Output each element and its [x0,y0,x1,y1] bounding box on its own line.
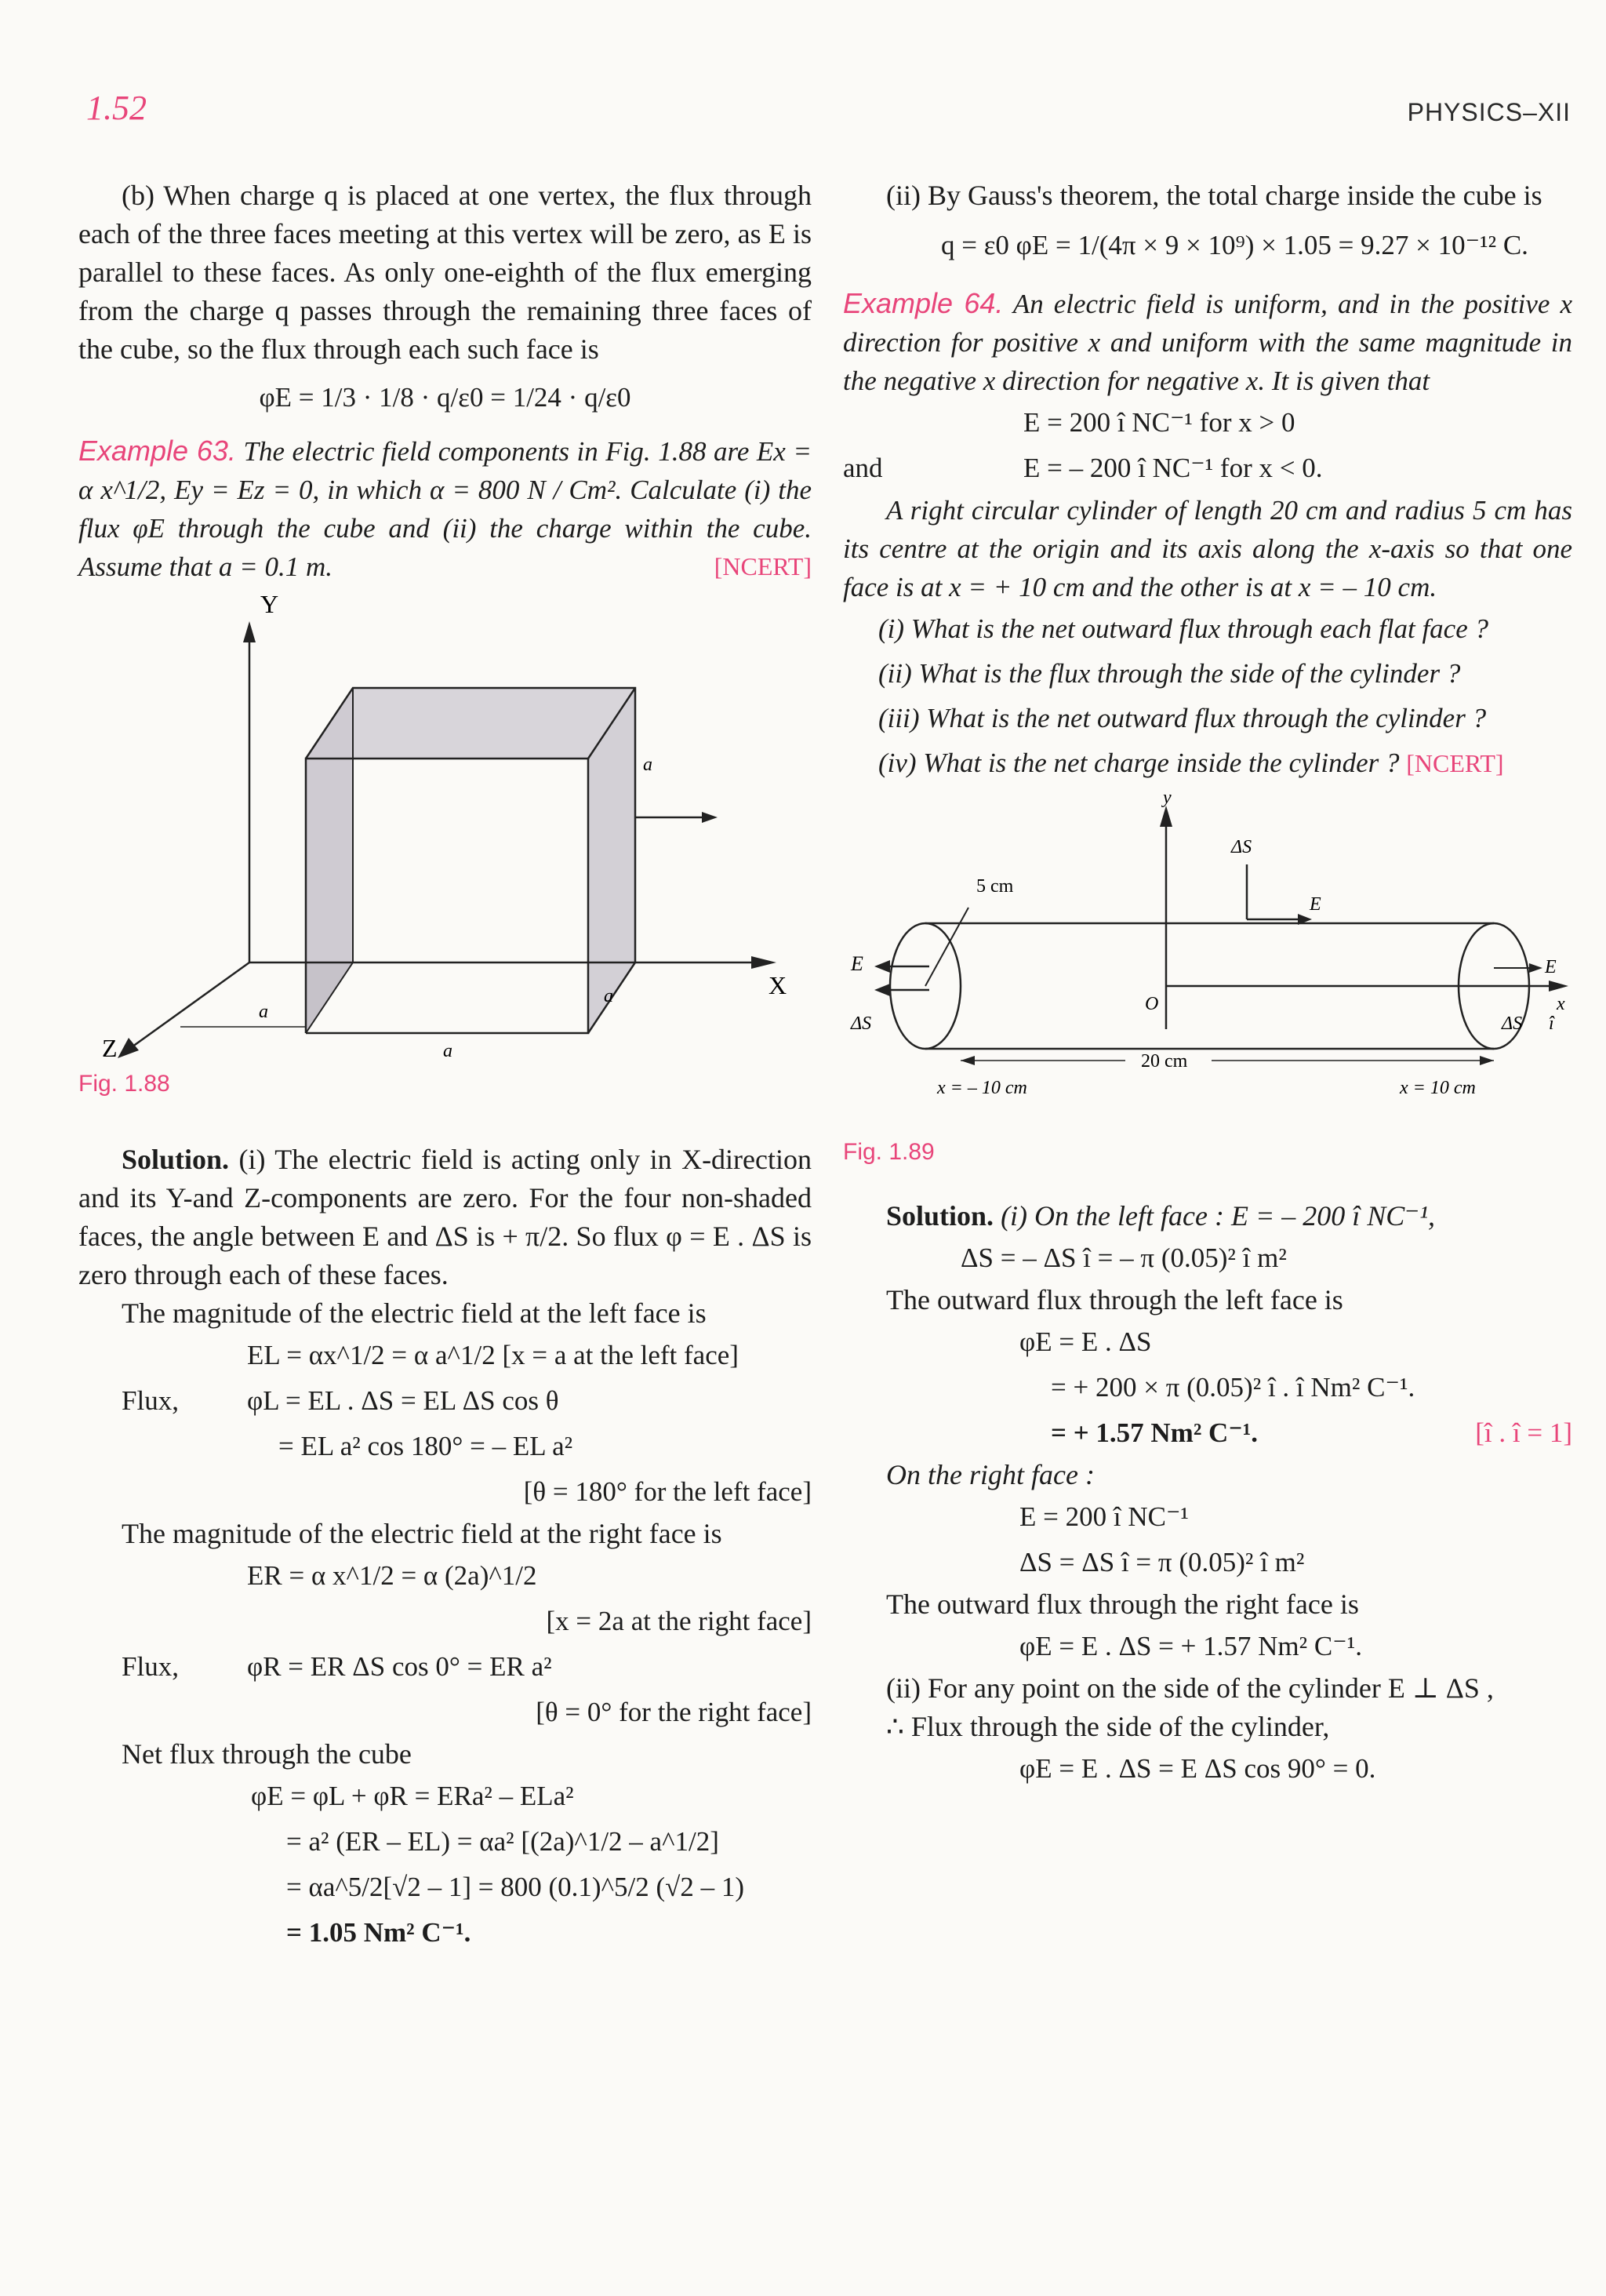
and-word: and [843,453,883,483]
flux-word: Flux, [122,1385,179,1416]
top-face-shade [306,688,635,759]
equation-phi-left-2: = + 200 × π (0.05)² î . î Nm² C⁻¹. [1051,1372,1415,1403]
equation-phiL-1: Flux, φL = EL . ΔS = EL ΔS cos θ [78,1378,812,1424]
example-64-text: An electric field is uniform, and in the positive x direction for positive x and uniform with the same magnitude in the negative x direction for negative x. It is given that [843,289,1572,396]
equation-net-1: φE = φL + φR = ERa² – ELa² [251,1781,574,1811]
label-x: X [768,971,787,999]
label-a-bottom: a [443,1041,452,1061]
svg-text:î: î [1549,1013,1554,1034]
equation-dS-left: ΔS = – ΔS î = – π (0.05)² î m² [961,1243,1287,1273]
part-ii-solution: (ii) For any point on the side of the cylinder E ⊥ ΔS , [886,1672,1494,1704]
note-left-face: [θ = 180° for the left face] [523,1476,812,1507]
ncert-tag-64: [NCERT] [1406,749,1504,777]
svg-text:20 cm: 20 cm [1141,1051,1188,1072]
svg-text:ΔS: ΔS [1231,837,1252,857]
svg-text:E: E [1545,957,1557,977]
equation-phiR: Flux, φR = ER ΔS cos 0° = ER a² [122,1651,552,1682]
equation-ER: ER = α x^1/2 = α (2a)^1/2 [247,1560,537,1591]
svg-text:x = 10 cm: x = 10 cm [1400,1078,1476,1098]
right-column [843,176,1572,1792]
equation-phi-face: φE = 1/3 · 1/8 · q/ε0 = 1/24 · q/ε0 [259,382,631,413]
equation-charge-q: q = ε0 φE = 1/(4π × 9 × 10⁹) × 1.05 = 9.27 × 10⁻¹² C. [941,230,1528,260]
label-a-right: a [643,755,652,775]
label-z: Z [102,1034,118,1062]
equation-net-4: = 1.05 Nm² C⁻¹. [286,1917,471,1948]
svg-text:x: x [1557,994,1565,1014]
svg-text:5 cm: 5 cm [976,876,1014,897]
equation-phiL-2: = EL a² cos 180° = – EL a² [278,1431,573,1461]
right-face-label: On the right face : [886,1459,1095,1490]
part-b-paragraph: (b) When charge q is placed at one vertex, the flux through each of the three faces meeting at this vertex will be zero, as E is parallel to these faces. As only one-eighth of the flux emerging from the charge q passes through the remaining three faces of the cube, so the flux through each such face is [78,180,812,365]
part-ii-paragraph: (ii) By Gauss's theorem, the total charge inside the cube is [886,180,1542,211]
example-64 [843,284,1572,400]
equation-E-negative: and E = – 200 î NC⁻¹ for x < 0. [843,446,1572,491]
x-arrow [751,956,776,969]
note-ii: [î . î = 1] [1475,1417,1572,1448]
ncert-tag: [NCERT] [714,552,812,580]
equation-E-positive: E = 200 î NC⁻¹ for x > 0 [1023,407,1295,438]
solution-63-text: (i) The electric field is acting only in X-direction and its Y-and Z-components are zero. For the four non-shaded faces, the angle between E and ΔS is + π/2. So flux φ = E . ΔS is zero through each of these faces. [78,1144,812,1290]
example-64-label: Example 64. [843,287,1004,319]
svg-text:E: E [1310,894,1321,915]
question-item: (ii) What is the flux through the side of the cylinder ? [878,658,1461,689]
svg-text:ΔS: ΔS [851,1013,872,1034]
equation-phi-left-1: φE = E . ΔS [1019,1326,1152,1357]
equation-side-flux: φE = E . ΔS = E ΔS cos 90° = 0. [1019,1753,1376,1784]
solution-label: Solution. [122,1144,230,1175]
note-right-x: [x = 2a at the right face] [546,1606,812,1636]
outward-right-intro: The outward flux through the right face is [886,1588,1359,1620]
outward-left-intro: The outward flux through the left face is [886,1284,1343,1315]
question-list [843,606,1572,786]
therefore-line: ∴ Flux through the side of the cylinder, [886,1711,1330,1742]
cylinder-description: A right circular cylinder of length 20 cm and radius 5 cm has its centre at the origin and its axis along the x-axis so that one face is at x = + 10 cm and the other is at x = – 10 cm. [843,495,1572,602]
left-face-intro: The magnitude of the electric field at the left face is [122,1297,707,1329]
right-face-intro: The magnitude of the electric field at the right face is [122,1518,722,1549]
question-item: (iv) What is the net charge inside the cylinder ? [NCERT] [878,748,1504,778]
figure-1-88-caption: Fig. 1.88 [78,1071,170,1097]
example-63-label: Example 63. [78,435,236,467]
solution-64-first-line: Solution. (i) On the left face : E = – 200 î NC⁻¹, [886,1200,1436,1232]
equation-net-2: = a² (ER – EL) = αa² [(2a)^1/2 – a^1/2] [286,1826,719,1857]
svg-text:ΔS: ΔS [1502,1013,1523,1034]
example-63 [78,431,812,586]
solution-63-paragraph [78,1141,812,1294]
svg-text:x = – 10 cm: x = – 10 cm [937,1078,1027,1098]
equation-phi-left-3: = + 1.57 Nm² C⁻¹. [î . î = 1] [843,1410,1572,1456]
page-number: 1.52 [86,89,147,127]
z-arrow [118,1038,139,1058]
left-column [78,176,812,1956]
equation-EL: EL = αx^1/2 = α a^1/2 [x = a at the left face] [247,1340,739,1370]
question-item: (i) What is the net outward flux through each flat face ? [878,613,1488,644]
figure-1-89-caption: Fig. 1.89 [843,1139,935,1165]
equation-E-right: E = 200 î NC⁻¹ [1019,1501,1189,1532]
label-y: Y [260,594,279,618]
equation-phi-right: φE = E . ΔS = + 1.57 Nm² C⁻¹. [1019,1631,1362,1661]
svg-text:E: E [851,952,863,975]
net-flux-intro: Net flux through the cube [122,1738,412,1770]
example-63-text: The electric field components in Fig. 1.88 are Ex = α x^1/2, Ey = Ez = 0, in which α = 800 N / Cm². Calculate (i) the flux φE through the cube and (ii) the charge within the cube. Assume that a = 0.1 m. [78,436,812,582]
question-item: (iii) What is the net outward flux through the cylinder ? [878,703,1487,733]
svg-text:O: O [1145,994,1159,1014]
running-head: PHYSICS–XII [1407,98,1571,126]
note-right-face: [θ = 0° for the right face] [536,1697,812,1727]
label-a-z: a [259,1002,268,1022]
equation-net-3: = αa^5/2[√2 – 1] = 800 (0.1)^5/2 (√2 – 1) [286,1872,744,1902]
z-axis [129,962,249,1049]
y-arrow [243,621,256,642]
label-a-depth: a [604,986,613,1006]
figure-1-88-cube [78,594,812,1064]
equation-dS-right: ΔS = ΔS î = π (0.05)² î m² [1019,1547,1305,1577]
svg-text:y: y [1163,794,1172,808]
figure-1-89-cylinder [843,794,1572,1139]
